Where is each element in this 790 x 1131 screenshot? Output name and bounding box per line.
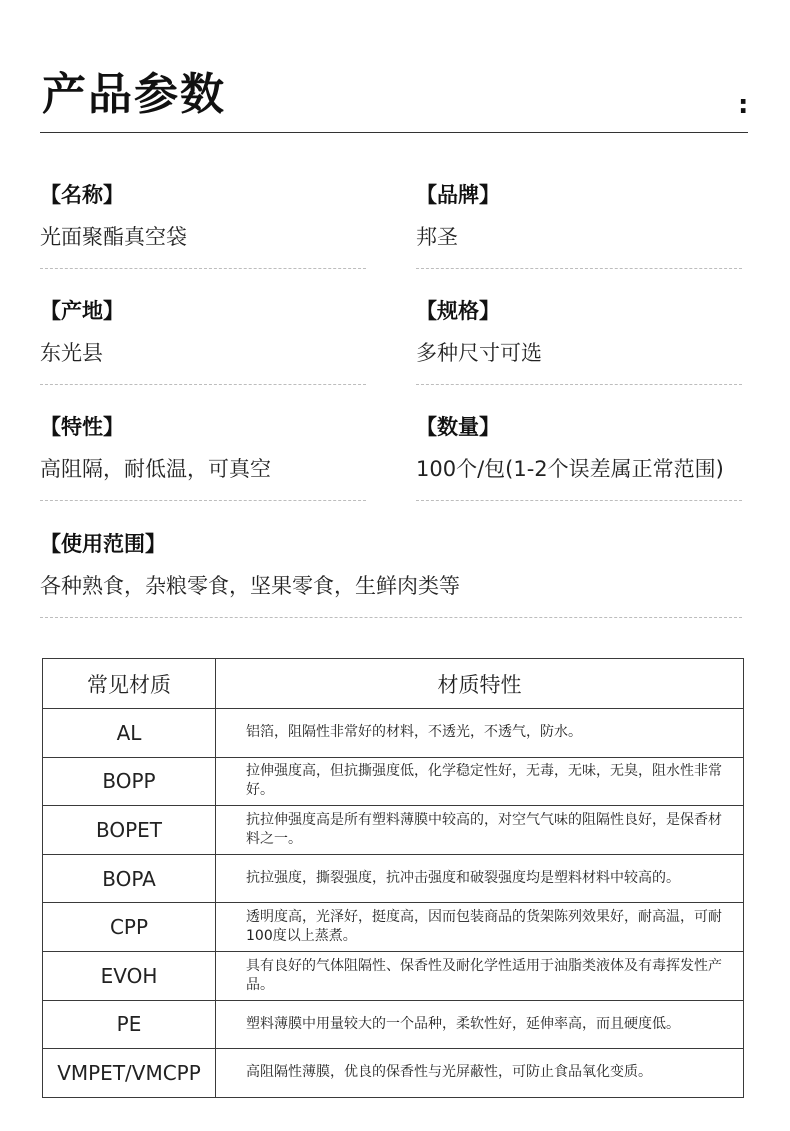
spec-divider [40, 384, 366, 385]
description-cell: 铝箔，阻隔性非常好的材料，不透光，不透气，防水。 [216, 709, 744, 758]
spec-value: 邦圣 [416, 225, 458, 249]
spec-value: 高阻隔，耐低温，可真空 [40, 457, 271, 481]
spec-value: 东光县 [40, 341, 103, 365]
title-colon: : [738, 90, 749, 120]
spec-value: 多种尺寸可选 [416, 341, 542, 365]
spec-origin [40, 296, 366, 385]
title-divider [40, 132, 748, 133]
material-cell: BOPP [43, 757, 216, 806]
description-cell: 塑料薄膜中用量较大的一个品种，柔软性好，延伸率高，而且硬度低。 [216, 1000, 744, 1049]
material-cell: VMPET/VMCPP [43, 1049, 216, 1098]
spec-label: 【使用范围】 [40, 532, 166, 556]
spec-label: 【产地】 [40, 299, 124, 323]
table-row [43, 854, 744, 903]
spec-value: 光面聚酯真空袋 [40, 225, 187, 249]
spec-label: 【规格】 [416, 299, 500, 323]
spec-label: 【品牌】 [416, 183, 500, 207]
description-cell: 具有良好的气体阻隔性、保香性及耐化学性适用于油脂类液体及有毒挥发性产品。 [216, 951, 744, 1000]
spec-label: 【名称】 [40, 183, 124, 207]
spec-usage [40, 529, 742, 618]
material-cell: EVOH [43, 951, 216, 1000]
header-material: 常见材质 [43, 659, 216, 709]
spec-divider [40, 617, 742, 618]
spec-divider [40, 268, 366, 269]
table-row [43, 903, 744, 952]
spec-name [40, 180, 366, 269]
table-row [43, 1049, 744, 1098]
spec-divider [416, 500, 742, 501]
material-cell: BOPA [43, 854, 216, 903]
description-cell: 抗拉强度，撕裂强度，抗冲击强度和破裂强度均是塑料材料中较高的。 [216, 854, 744, 903]
description-cell: 抗拉伸强度高是所有塑料薄膜中较高的，对空气气味的阻隔性良好，是保香材料之一。 [216, 806, 744, 855]
material-cell: CPP [43, 903, 216, 952]
header-properties: 材质特性 [216, 659, 744, 709]
table-row [43, 951, 744, 1000]
table-row [43, 806, 744, 855]
material-cell: BOPET [43, 806, 216, 855]
materials-table [42, 658, 744, 1098]
spec-features [40, 412, 366, 501]
table-header-row [43, 659, 744, 709]
spec-divider [40, 500, 366, 501]
spec-value: 100个/包(1-2个误差属正常范围) [416, 457, 724, 481]
spec-divider [416, 384, 742, 385]
description-cell: 透明度高，光泽好，挺度高，因而包装商品的货架陈列效果好，耐高温，可耐100度以上蒸煮。 [216, 903, 744, 952]
table-row [43, 1000, 744, 1049]
page-title: 产品参数 [42, 69, 226, 120]
table-row [43, 709, 744, 758]
spec-value: 各种熟食，杂粮零食，坚果零食，生鲜肉类等 [40, 574, 460, 598]
material-cell: PE [43, 1000, 216, 1049]
description-cell: 高阻隔性薄膜，优良的保香性与光屏蔽性，可防止食品氧化变质。 [216, 1049, 744, 1098]
spec-label: 【数量】 [416, 415, 500, 439]
spec-label: 【特性】 [40, 415, 124, 439]
material-cell: AL [43, 709, 216, 758]
spec-divider [416, 268, 742, 269]
description-cell: 拉伸强度高，但抗撕强度低，化学稳定性好，无毒，无味，无臭，阻水性非常好。 [216, 757, 744, 806]
spec-brand [416, 180, 742, 269]
table-row [43, 757, 744, 806]
spec-size [416, 296, 742, 385]
spec-quantity [416, 412, 742, 501]
